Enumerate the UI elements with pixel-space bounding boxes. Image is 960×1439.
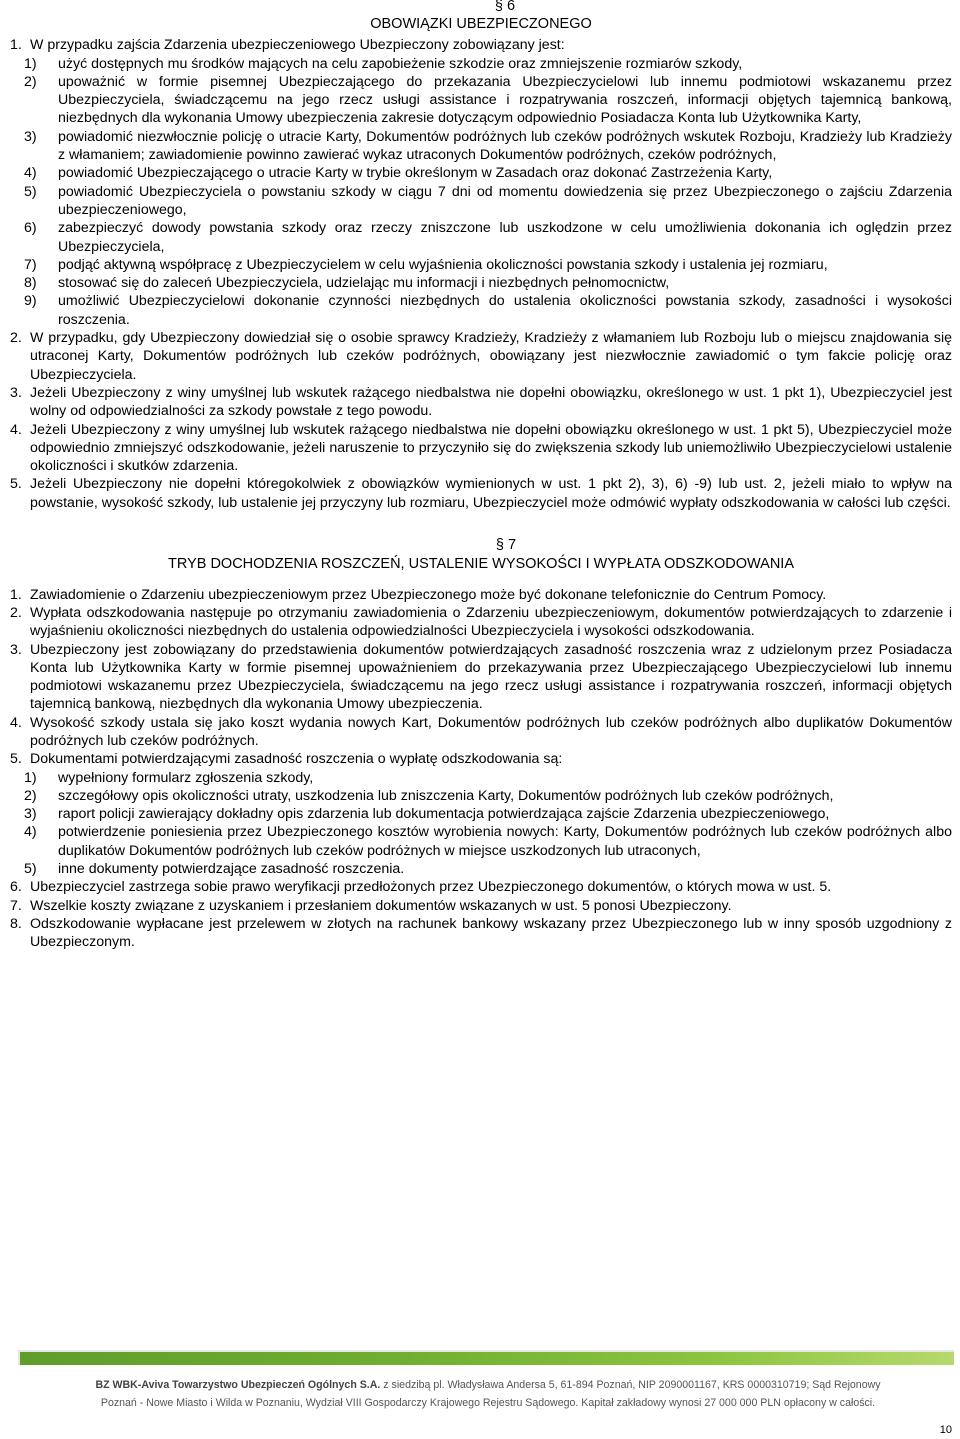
s6-subitem-5: 5) powiadomić Ubezpieczyciela o powstaniu szkody w ciągu 7 dni od momentu dowiedzenia się przez Ubezpieczonego o zajściu Zdarzenia ubezpieczeniowego, [24,183,952,218]
footer-color-bar [18,1350,958,1370]
s6-item-4: 4. Jeżeli Ubezpieczony z winy umyślnej lub wskutek rażącego niedbalstwa nie dopełni obowiązku określonego w ust. 1 pkt 5), Ubezpieczyciel może odpowiednio zmniejszyć odszkodowanie, jeżeli naruszenie to przyczyniło się do zwiększenia szkody lub uniemożliwiło Ubezpieczycielowi ustalenie okoliczności i skutków zdarzenia. [10,421,952,475]
s7-item-5: 5. Dokumentami potwierdzającymi zasadność roszczenia o wypłatę odszkodowania są: [10,751,563,768]
s6-item-3: 3. Jeżeli Ubezpieczony z winy umyślnej lub wskutek rażącego niedbalstwa nie dopełni obowiązku, określonego w ust. 1 pkt 1), Ubezpieczyciel jest wolny od odpowiedzialności za szkody powstałe z tego powodu. [10,384,952,420]
s7-subitem-2: 2) szczegółowy opis okoliczności utraty, uszkodzenia lub zniszczenia Karty, Dokumentów podróżnych lub czeków podróżnych, [24,787,834,804]
s6-item-2: 2. W przypadku, gdy Ubezpieczony dowiedział się o osobie sprawcy Kradzieży, Kradzieży z włamaniem lub Rozboju lub o miejscu znajdowania się utraconej Karty, Dokumentów podróżnych lub czeków podróżnych, obowiązany jest niezwłocznie zawiadomić o tym fakcie policję oraz Ubezpieczyciela. [10,330,952,383]
s6-subitem-9: 9) umożliwić Ubezpieczycielowi dokonanie czynności niezbędnych do ustalenia okoliczności powstania szkody, zasadności i wysokości roszczenia. [24,293,952,328]
footer-line-1 [18,1376,958,1394]
footer-line-2: Poznań - Nowe Miasto i Wilda w Poznaniu, Wydział VIII Gospodarczy Krajowego Rejestru Sądowego. Kapitał zakładowy wynosi 27 000 000 PLN opłacony w całości. [100,1397,876,1409]
section-7-number: § 7 [495,537,517,554]
s7-subitem-5: 5) inne dokumenty potwierdzające zasadność roszczenia. [24,861,405,878]
s7-item-1: 1. Zawiadomienie o Zdarzeniu ubezpieczeniowym przez Ubezpieczonego może być dokonane telefonicznie do Centrum Pomocy. [10,586,827,603]
footer-bar-green [20,1352,954,1365]
page-number: 10 [939,1424,952,1436]
s7-item-8: 8. Odszkodowanie wypłacane jest przelewem w złotych na rachunek bankowy wskazany przez Ubezpieczonego lub w inny sposób uzgodniony z Ubezpieczonym. [10,915,952,951]
s6-subitem-7: 7) podjąć aktywną współpracę z Ubezpieczycielem w celu wyjaśnienia okoliczności powstania szkody i ustalenia jej rozmiaru, [24,256,828,273]
section-6-number: § 6 [494,0,516,14]
s6-subitem-4: 4) powiadomić Ubezpieczającego o utracie Karty w trybie określonym w Zasadach oraz dokonać Zastrzeżenia Karty, [24,165,773,182]
s6-item-1: 1. W przypadku zajścia Zdarzenia ubezpieczeniowego Ubezpieczony zobowiązany jest: [10,37,565,54]
page-footer [18,1350,958,1412]
s6-subitem-8: 8) stosować się do zaleceń Ubezpieczyciela, udzielając mu informacji i niezbędnych pełnomocnictw, [24,275,670,292]
footer-company-name: BZ WBK-Aviva Towarzystwo Ubezpieczeń Ogólnych S.A. [95,1379,381,1391]
s7-subitem-3: 3) raport policji zawierający dokładny opis zdarzenia lub dokumentacja potwierdzająca zajście Zdarzenia ubezpieczeniowego, [24,806,830,823]
s7-subitem-4: 4) potwierdzenie poniesienia przez Ubezpieczonego kosztów wyrobienia nowych: Karty, Dokumentów podróżnych lub czeków podróżnych albo duplikatów Dokumentów podróżnych lub czeków podróżnych w miejsce uszkodzonych lub utraconych, [24,824,952,859]
s6-subitem-3: 3) powiadomić niezwłocznie policję o utracie Karty, Dokumentów podróżnych lub czeków podróżnych wskutek Rozboju, Kradzieży lub Kradzieży z włamaniem; zawiadomienie powinno zawierać wykaz utraconych Dokumentów podróżnych, czeków podróżnych, [24,128,952,164]
s7-item-3: 3. Ubezpieczony jest zobowiązany do przedstawienia dokumentów potwierdzających zasadność roszczenia wraz z udzielonym przez Posiadacza Konta lub Użytkownika Karty w formie pisemnej upoważnieniem do przekazywania przez Ubezpieczającego Ubezpieczycielowi lub innemu podmiotowi wskazanemu przez Ubezpieczyciela, świadczącemu na jego rzecz usługi assistance i rozpatrywania roszczeń, informacji objętych tajemnicą bankową, niezbędnych dla wykonania Umowy ubezpieczenia. [10,641,952,713]
s6-subitem-6: 6) zabezpieczyć dowody powstania szkody oraz rzeczy zniszczone lub uszkodzone w celu umożliwienia dokonania ich oględzin przez Ubezpieczyciela, [24,220,952,255]
footer-company-info [18,1376,958,1412]
section-6-title: OBOWIĄZKI UBEZPIECZONEGO [370,16,592,32]
s6-subitem-2: 2) upoważnić w formie pisemnej Ubezpieczającego do przekazania Ubezpieczycielowi lub innemu podmiotowi wskazanemu przez Ubezpieczyciela, świadczącemu na jego rzecz usługi assistance i rozpatrywania roszczeń, informacji objętych tajemnicą bankową, niezbędnych dla wykonania Umowy ubezpieczenia zakresie dotyczącym odpowiednio Posiadacza Konta lub Użytkownika Karty, [24,73,952,127]
document-content [10,0,952,952]
s6-subitem-1: 1) użyć dostępnych mu środków mających na celu zapobieżenie szkodzie oraz zmniejszenie rozmiarów szkody, [24,55,743,72]
s7-item-4: 4. Wysokość szkody ustala się jako koszt wydania nowych Kart, Dokumentów podróżnych lub czeków podróżnych albo duplikatów Dokumentów podróżnych lub czeków podróżnych. [10,714,952,749]
s7-subitem-1: 1) wypełniony formularz zgłoszenia szkody, [24,769,314,786]
s7-item-6: 6. Ubezpieczyciel zastrzega sobie prawo weryfikacji przedłożonych przez Ubezpieczonego dokumentów, o których mowa w ust. 5. [10,879,832,896]
s6-item-5: 5. Jeżeli Ubezpieczony nie dopełni któregokolwiek z obowiązków wymienionych w ust. 1 pkt 2), 3), 6) -9) lub ust. 2, jeżeli miało to wpływ na powstanie, wysokość szkody, lub ustalenie jej przyczyny lub rozmiaru, Ubezpieczyciel może odmówić wypłaty odszkodowania w całości lub części. [10,476,952,511]
section-7-title: TRYB DOCHODZENIA ROSZCZEŃ, USTALENIE WYSOKOŚCI I WYPŁATA ODSZKODOWANIA [168,556,794,573]
s7-item-2: 2. Wypłata odszkodowania następuje po otrzymaniu zawiadomienia o Zdarzeniu ubezpieczeniowym, dokumentów potwierdzających to zdarzenie i wyjaśnieniu okoliczności niezbędnych do ustalenia odpowiedzialności Ubezpieczyciela i wysokości odszkodowania. [10,604,952,640]
footer-address: z siedzibą pl. Władysława Andersa 5, 61-894 Poznań, NIP 2090001167, KRS 0000310719; Sąd Rejonowy [380,1379,881,1391]
s7-item-7: 7. Wszelkie koszty związane z uzyskaniem i przesłaniem dokumentów wskazanych w ust. 5 ponosi Ubezpieczony. [10,897,732,914]
